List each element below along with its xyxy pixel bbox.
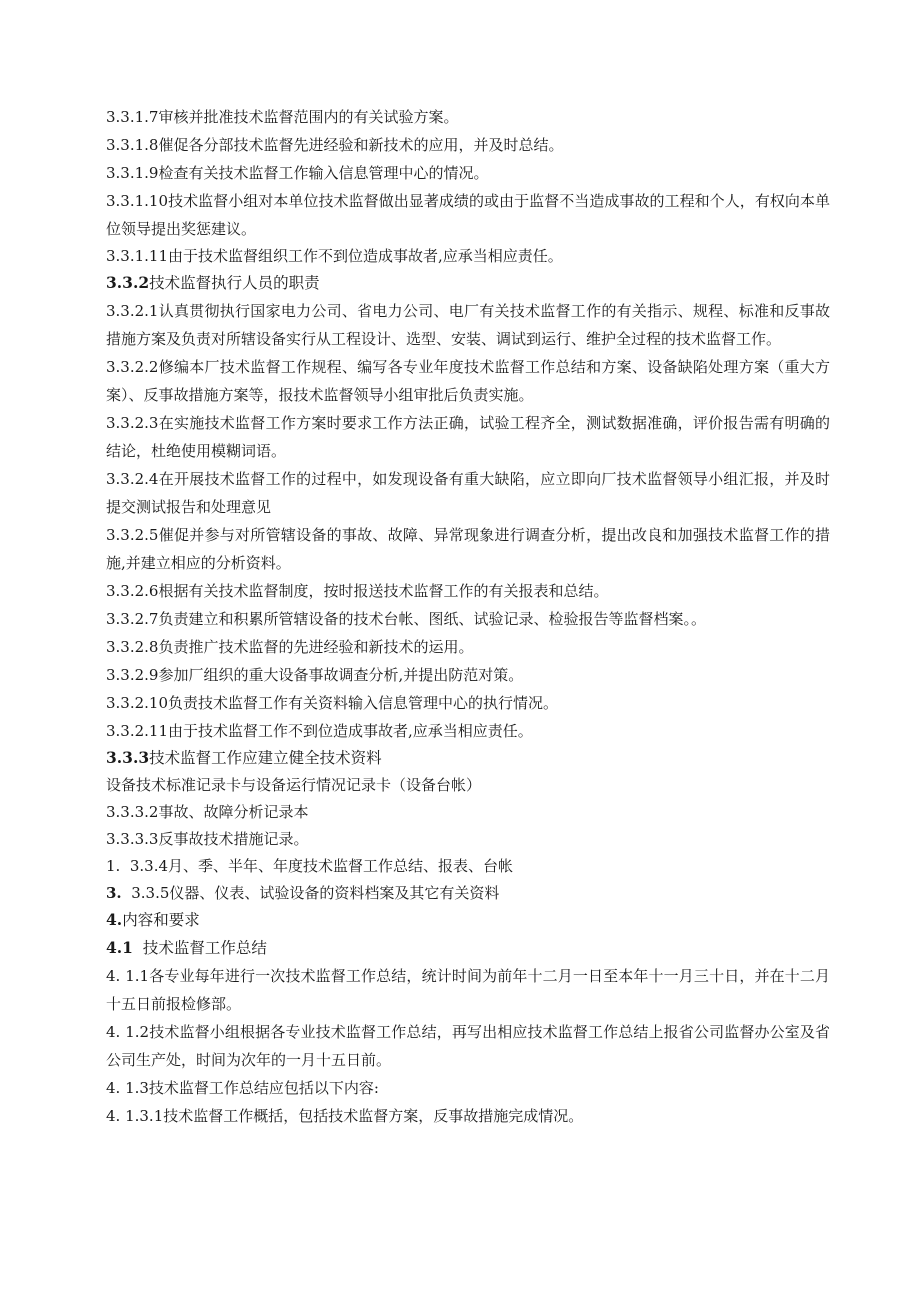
clause-4-1-1: 4. 1.1各专业每年进行一次技术监督工作总结，统计时间为前年十二月一日至本年十一月三十日，并在十二月十五日前报检修部。 bbox=[106, 967, 830, 1013]
clause-3-3-3-1: 设备技术标准记录卡与设备运行情况记录卡（设备台帐） bbox=[106, 776, 482, 794]
list-marker: 3. bbox=[106, 884, 122, 902]
document-page bbox=[106, 104, 830, 1129]
clause-3-3-1-8: 3.3.1.8催促各分部技术监督先进经验和新技术的应用，并及时总结。 bbox=[106, 136, 564, 154]
clause-3-3-2-1: 3.3.2.1认真贯彻执行国家电力公司、省电力公司、电厂有关技术监督工作的有关指示、规程、标准和反事故措施方案及负责对所辖设备实行从工程设计、选型、安装、调试到运行、维护全过程的技术监督工作。 bbox=[106, 302, 830, 348]
clause-3-3-2-4: 3.3.2.4在开展技术监督工作的过程中，如发现设备有重大缺陷，应立即向厂技术监督领导小组汇报，并及时提交测试报告和处理意见 bbox=[106, 470, 830, 516]
list-item-3-3-5 bbox=[106, 880, 830, 906]
section-title: 内容和要求 bbox=[122, 911, 200, 929]
clause-3-3-1-9: 3.3.1.9检查有关技术监督工作输入信息管理中心的情况。 bbox=[106, 164, 489, 182]
clause-3-3-2-8: 3.3.2.8负责推广技术监督的先进经验和新技术的运用。 bbox=[106, 638, 474, 656]
section-3-3-2-heading bbox=[106, 269, 830, 297]
clause-3-3-2-9: 3.3.2.9参加厂组织的重大设备事故调查分析,并提出防范对策。 bbox=[106, 666, 524, 684]
clause-3-3-2-3: 3.3.2.3在实施技术监督工作方案时要求工作方法正确，试验工程齐全，测试数据准确，评价报告需有明确的结论，杜绝使用模糊词语。 bbox=[106, 414, 830, 460]
clause-3-3-3-3: 3.3.3.3反事故技术措施记录。 bbox=[106, 830, 309, 848]
section-number: 4. bbox=[106, 910, 123, 929]
clause-3-3-1-10: 3.3.1.10技术监督小组对本单位技术监督做出显著成绩的或由于监督不当造成事故的工程和个人，有权向本单位领导提出奖惩建议。 bbox=[106, 192, 830, 238]
clause-3-3-2-7: 3.3.2.7负责建立和积累所管辖设备的技术台帐、图纸、试验记录、检验报告等监督档案。。 bbox=[106, 610, 706, 628]
section-number: 3.3.3 bbox=[106, 748, 150, 767]
clause-3-3-2-10: 3.3.2.10负责技术监督工作有关资料输入信息管理中心的执行情况。 bbox=[106, 694, 559, 712]
list-text: 3.3.5仪器、仪表、试验设备的资料档案及其它有关资料 bbox=[131, 884, 500, 902]
clause-3-3-2-2: 3.3.2.2修编本厂技术监督工作规程、编写各专业年度技术监督工作总结和方案、设备缺陷处理方案（重大方案）、反事故措施方案等，报技术监督领导小组审批后负责实施。 bbox=[106, 358, 830, 404]
section-title: 技术监督执行人员的职责 bbox=[149, 274, 320, 292]
list-text: 3.3.4月、季、半年、年度技术监督工作总结、报表、台帐 bbox=[129, 857, 514, 875]
section-4-heading bbox=[106, 906, 830, 934]
section-number: 4.1 bbox=[106, 938, 133, 957]
clause-3-3-1-7: 3.3.1.7审核并批准技术监督范围内的有关试验方案。 bbox=[106, 108, 459, 126]
section-3-3-3-heading bbox=[106, 744, 830, 772]
clause-3-3-2-6: 3.3.2.6根据有关技术监督制度，按时报送技术监督工作的有关报表和总结。 bbox=[106, 582, 609, 600]
section-title: 技术监督工作应建立健全技术资料 bbox=[149, 749, 382, 767]
clause-3-3-2-11: 3.3.2.11由于技术监督工作不到位造成事故者,应承当相应责任。 bbox=[106, 722, 533, 740]
clause-3-3-1-11: 3.3.1.11由于技术监督组织工作不到位造成事故者,应承当相应责任。 bbox=[106, 247, 563, 265]
clause-4-1-2: 4. 1.2技术监督小组根据各专业技术监督工作总结，再写出相应技术监督工作总结上报省公司监督办公室及省公司生产处，时间为次年的一月十五日前。 bbox=[106, 1023, 830, 1069]
clause-3-3-3-2: 3.3.3.2事故、故障分析记录本 bbox=[106, 803, 309, 821]
section-number: 3.3.2 bbox=[106, 273, 150, 292]
clause-3-3-2-5: 3.3.2.5催促并参与对所管辖设备的事故、故障、异常现象进行调查分析，提出改良和加强技术监督工作的措施,并建立相应的分析资料。 bbox=[106, 526, 830, 572]
clause-4-1-3-1: 4. 1.3.1技术监督工作概括，包括技术监督方案，反事故措施完成情况。 bbox=[106, 1107, 584, 1125]
clause-4-1-3: 4. 1.3技术监督工作总结应包括以下内容: bbox=[106, 1079, 379, 1097]
list-marker: 1. bbox=[106, 857, 121, 875]
section-4-1-heading bbox=[106, 934, 830, 962]
list-item-3-3-4 bbox=[106, 853, 830, 879]
section-title: 技术监督工作总结 bbox=[142, 939, 267, 957]
